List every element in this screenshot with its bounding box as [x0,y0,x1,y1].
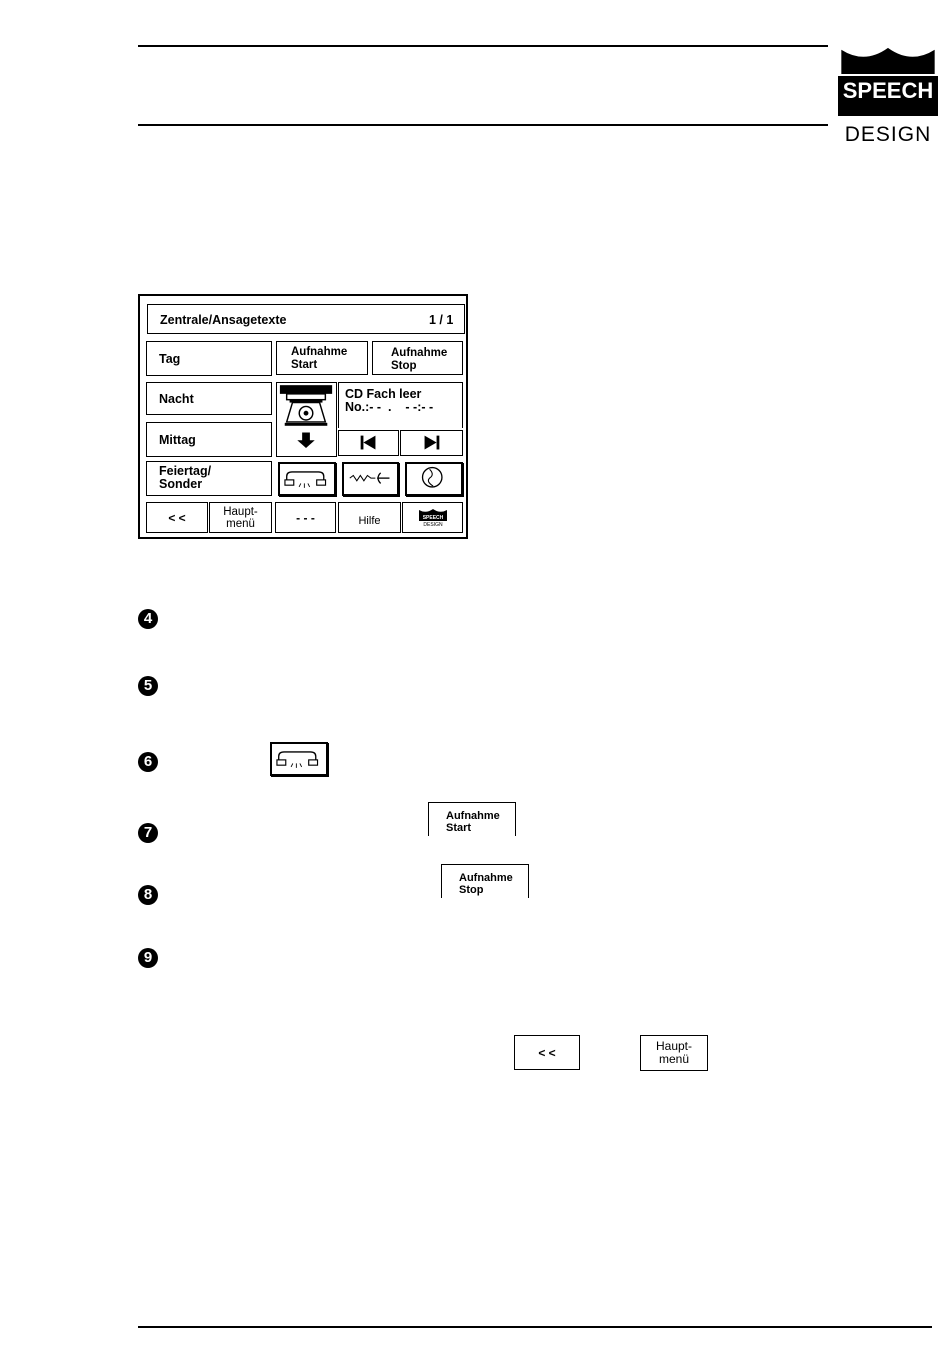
step-5-marker: 5 [138,676,158,696]
screen-title-bar [147,304,465,334]
cd-number-text: No.:- - . - -:- - [345,400,434,414]
cd-source-button[interactable] [405,462,463,496]
inline-record-start-button: Aufnahme Start [428,802,516,836]
header-rule-bottom [138,124,828,126]
handset-button[interactable] [278,462,336,496]
speech-design-logo [838,46,938,156]
footer-rule [138,1326,932,1328]
cd-drive-box [276,382,337,457]
small-logo: SPEECH DESIGN [419,509,447,529]
step-7-marker: 7 [138,823,158,843]
record-stop-button[interactable]: Aufnahme Stop [372,341,463,375]
feiertag-sonder-button[interactable]: Feiertag/ Sonder [146,461,272,496]
header-rule-top [138,45,828,47]
cd-status-box [338,382,463,428]
previous-track-icon [339,431,398,455]
telephone-handset-icon [280,464,334,494]
step-4-marker: 4 [138,609,158,629]
mittag-button[interactable]: Mittag [146,422,272,457]
logo-design-text: DESIGN [844,123,932,146]
step-6-marker: 6 [138,752,158,772]
help-button[interactable]: Hilfe [338,502,401,533]
cd-eject-icon [277,383,336,456]
inline-telephone-handset-icon [272,744,326,774]
step-8-marker: 8 [138,885,158,905]
logo-bar [838,106,938,116]
inline-handset-button [270,742,328,776]
logo-speech-text: SPEECH [838,76,938,106]
inline-record-stop-button: Aufnahme Stop [441,864,529,898]
page-indicator: 1 / 1 [429,313,454,327]
back-button[interactable]: < < [146,502,208,533]
nacht-button[interactable]: Nacht [146,382,272,415]
record-start-button[interactable]: Aufnahme Start [276,341,368,375]
inline-main-menu-button: Haupt- menü [640,1035,708,1071]
next-track-button[interactable] [400,430,463,456]
line-input-icon [344,464,397,494]
screen-title: Zentrale/Ansagetexte [160,313,287,327]
main-menu-button[interactable]: Haupt- menü [209,502,272,533]
logo-mountain-icon [838,46,938,74]
previous-track-button[interactable] [338,430,399,456]
tag-button[interactable]: Tag [146,341,272,376]
more-button[interactable]: - - - [275,502,336,533]
inline-back-button: < < [514,1035,580,1070]
touchscreen-panel [138,294,468,539]
logo-button[interactable] [402,502,463,533]
next-track-icon [401,431,462,455]
cd-disc-icon [407,464,461,494]
line-input-button[interactable] [342,462,399,496]
step-9-marker: 9 [138,948,158,968]
cd-status-text: CD Fach leer [345,387,422,401]
